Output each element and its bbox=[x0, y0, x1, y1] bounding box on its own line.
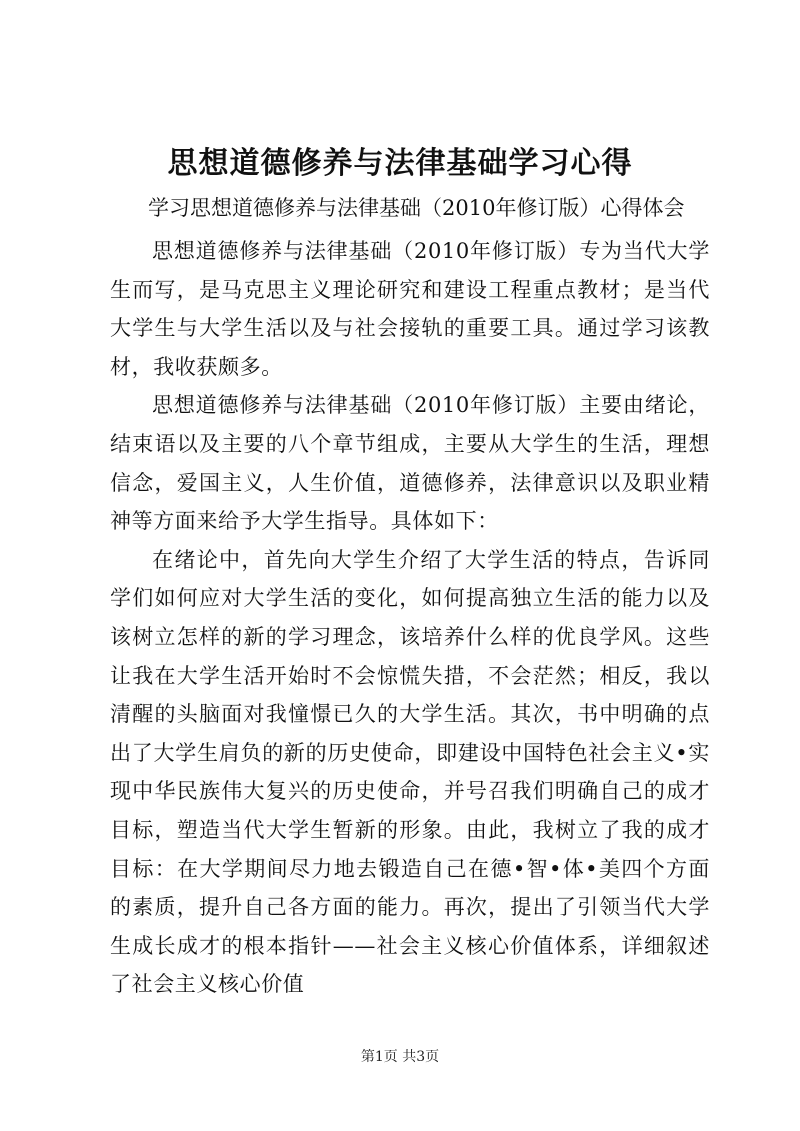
paragraph: 思想道德修养与法律基础（2010年修订版）专为当代大学生而写，是马克思主义理论研究和建设工程重点教材；是当代大学生与大学生活以及与社会接轨的重要工具。通过学习该教材，我收获颇多。 bbox=[110, 239, 710, 379]
document-body bbox=[110, 232, 710, 1004]
page-title: 思想道德修养与法律基础学习心得 bbox=[167, 146, 633, 181]
page-footer: 第1页 共3页 bbox=[360, 1049, 440, 1065]
document-subtitle: 学习思想道德修养与法律基础（2010年修订版）心得体会 bbox=[148, 196, 685, 220]
paragraph: 思想道德修养与法律基础（2010年修订版）主要由绪论，结束语以及主要的八个章节组成，主要从大学生的生活，理想信念，爱国主义，人生价值，道德修养，法律意识以及职业精神等方面来给予大学生指导。具体如下： bbox=[110, 393, 710, 534]
paragraph: 在绪论中，首先向大学生介绍了大学生活的特点，告诉同学们如何应对大学生活的变化，如何提高独立生活的能力以及该树立怎样的新的学习理念，该培养什么样的优良学风。这些让我在大学生活开始时不会惊慌失措，不会茫然；相反，我以清醒的头脑面对我憧憬已久的大学生活。其次，书中明确的点出了大学生肩负的新的历史使命，即建设中国特色社会主义•实现中华民族伟大复兴的历史使命，并号召我们明确自己的成才目标，塑造当代大学生暂新的形象。由此，我树立了我的成才目标：在大学期间尽力地去锻造自己在德•智•体•美四个方面的素质，提升自己各方面的能力。再次，提出了引领当代大学生成长成才的根本指针——社会主义核心价值体系，详细叙述了社会主义核心价值 bbox=[110, 547, 710, 997]
